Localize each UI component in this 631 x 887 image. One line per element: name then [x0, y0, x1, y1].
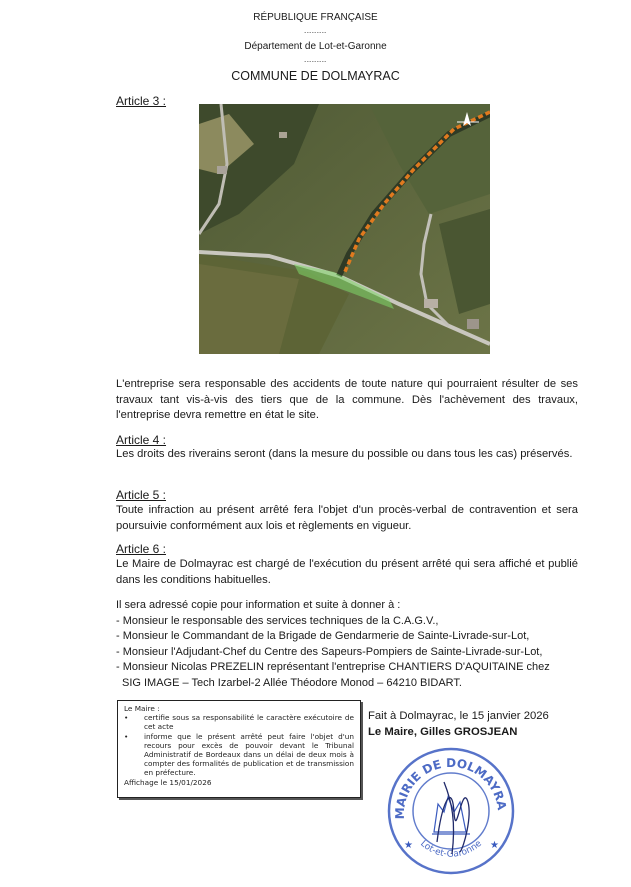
box-bullet-1: [124, 713, 354, 731]
signature-block: [368, 708, 568, 740]
bullet-icon: •: [124, 731, 129, 741]
article6-title: Article 6 :: [116, 542, 167, 556]
stamp-top-text: MAIRIE DE DOLMAYRA: [392, 755, 509, 820]
aerial-map: [199, 104, 490, 354]
handwritten-signature: [437, 782, 469, 854]
box-affichage: Affichage le 15/01/2026: [124, 777, 212, 787]
distribution-list: [116, 598, 586, 691]
header-separator: ---------: [304, 59, 327, 65]
distribution-item: - Monsieur Nicolas PREZELIN représentant l'entreprise CHANTIERS D'AQUITAINE chez: [116, 661, 550, 673]
signature-place-date: Fait à Dolmayrac, le 15 janvier 2026: [368, 710, 549, 722]
box-title: Le Maire :: [124, 704, 160, 713]
header-department: Département de Lot-et-Garonne: [244, 41, 387, 52]
article3-title: Article 3 :: [116, 94, 167, 108]
svg-text:★: ★: [404, 840, 413, 851]
header-separator: ---------: [304, 30, 327, 36]
box-bullet-1-text: certifie sous sa responsabilité le caractère exécutoire de cet acte: [144, 713, 354, 732]
stamp-seal: [382, 742, 520, 880]
box-bullet-2: [124, 732, 354, 778]
article4-text: Les droits des riverains seront (dans la mesure du possible ou dans tous les cas) préservés.: [116, 448, 573, 460]
distribution-intro: Il sera adressé copie pour information et suite à donner à :: [116, 599, 401, 611]
svg-text:★: ★: [490, 840, 499, 851]
signature-name: Le Maire, Gilles GROSJEAN: [368, 726, 518, 738]
box-bullet-2-text: informe que le présent arrêté peut faire l'objet d'un recours pour excès de pouvoir devant le Tribunal Administratif de Bordeaux dans un délai de deux mois à compter des formalités de publication et de transmission en préfecture.: [144, 731, 354, 778]
article4-title: Article 4 :: [116, 433, 167, 447]
mayor-certification-box: [117, 700, 361, 798]
article3-text: L'entreprise sera responsable des accidents de toute nature qui pourraient résulter de ses travaux tant vis-à-vis des tiers que de la commune. Dès l'achèvement des travaux, l'entreprise devra remettre en état le site.: [116, 378, 578, 421]
distribution-item: - Monsieur le Commandant de la Brigade de Gendarmerie de Sainte-Livrade-sur-Lot,: [116, 630, 530, 642]
aerial-map-image: [199, 104, 490, 354]
header-republic: RÉPUBLIQUE FRANÇAISE: [253, 12, 378, 23]
article5-title: Article 5 :: [116, 488, 167, 502]
distribution-item: - Monsieur le responsable des services techniques de la C.A.G.V.,: [116, 614, 439, 627]
mairie-stamp: [382, 742, 520, 880]
stamp-bottom-text: Lot-et-Garonne: [418, 838, 484, 860]
distribution-address: SIG IMAGE – Tech Izarbel-2 Allée Théodore Monod – 64210 BIDART.: [122, 676, 462, 689]
article5-text: Toute infraction au présent arrêté fera l'objet d'un procès-verbal de contravention et sera poursuivie conformément aux lois et règlements en vigueur.: [116, 504, 578, 532]
commune-title: COMMUNE DE DOLMAYRAC: [231, 69, 400, 83]
distribution-item: - Monsieur l'Adjudant-Chef du Centre des Sapeurs-Pompiers de Sainte-Livrade-sur-Lot,: [116, 645, 543, 658]
bullet-icon: •: [124, 713, 129, 723]
article6-text: Le Maire de Dolmayrac est chargé de l'exécution du présent arrêté qui sera affiché et publié dans les conditions habituelles.: [116, 558, 578, 586]
